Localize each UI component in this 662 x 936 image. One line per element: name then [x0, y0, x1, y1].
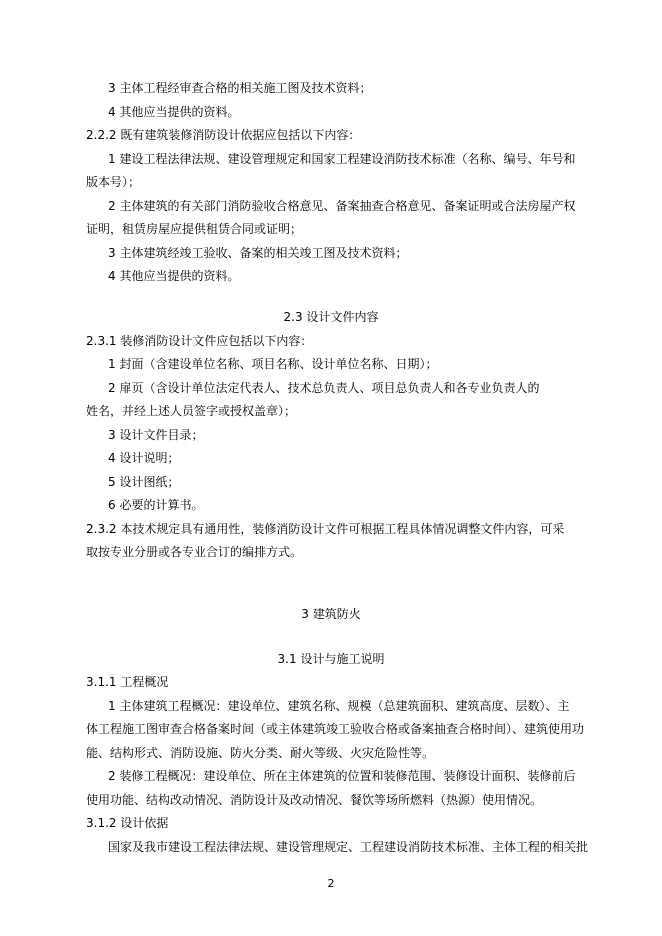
list-item: 1 封面（含建设单位名称、项目名称、设计单位名称、日期）；	[108, 357, 438, 371]
clause-heading: 3.1.2 设计依据	[86, 816, 169, 830]
list-item: 4 其他应当提供的资料。	[108, 105, 240, 119]
list-item-continuation: 能、结构形式、消防设施、防火分类、耐火等级、火灾危险性等。	[86, 746, 435, 760]
list-item: 2 装修工程概况：建设单位、所在主体建筑的位置和装修范围、装修设计面积、装修前后	[108, 769, 576, 783]
clause-heading: 2.3.1 装修消防设计文件应包括以下内容：	[86, 334, 313, 348]
list-item: 3 设计文件目录；	[108, 428, 204, 442]
list-item: 6 必要的计算书。	[108, 498, 204, 512]
list-item: 3 主体工程经审查合格的相关施工图及技术资料；	[108, 81, 372, 95]
list-item: 4 其他应当提供的资料。	[108, 269, 240, 283]
list-item-continuation: 使用功能、结构改动情况、消防设计及改动情况、餐饮等场所燃料（热源）使用情况。	[86, 793, 543, 807]
list-item: 2 主体建筑的有关部门消防验收合格意见、备案抽查合格意见、备案证明或合法房屋产权	[108, 199, 576, 213]
clause-heading: 3.1.1 工程概况	[86, 675, 169, 689]
list-item-continuation: 版本号）；	[86, 175, 141, 189]
list-item: 3 主体建筑经竣工验收、备案的相关竣工图及技术资料；	[108, 246, 408, 260]
clause-text: 2.3.2 本技术规定具有通用性，装修消防设计文件可根据工程具体情况调整文件内容，可采	[86, 522, 565, 536]
chapter-title: 3 建筑防火	[301, 607, 361, 621]
clause-heading: 2.2.2 既有建筑装修消防设计依据应包括以下内容：	[86, 128, 361, 142]
list-item: 4 设计说明；	[108, 451, 180, 465]
paragraph: 国家及我市建设工程法律法规、建设管理规定、工程建设消防技术标准、主体工程的相关批	[108, 840, 589, 854]
list-item-continuation: 体工程施工图审查合格备案时间（或主体建筑竣工验收合格或备案抽查合格时间）、建筑使用功	[86, 722, 585, 736]
list-item-continuation: 姓名，并经上述人员签字或授权盖章）；	[86, 404, 297, 418]
list-item: 1 建设工程法律法规、建设管理规定和国家工程建设消防技术标准（名称、编号、年号和	[108, 152, 576, 166]
page-number: 2	[327, 877, 335, 890]
clause-text-continuation: 取按专业分册或各专业合订的编排方式。	[86, 545, 303, 559]
section-heading: 3.1 设计与施工说明	[277, 652, 385, 666]
list-item-continuation: 证明，租赁房屋应提供租赁合同或证明；	[86, 222, 303, 236]
section-heading: 2.3 设计文件内容	[283, 310, 379, 324]
list-item: 1 主体建筑工程概况：建设单位、建筑名称、规模（总建筑面积、建筑高度、层数）、主	[108, 699, 570, 713]
list-item: 2 扉页（含设计单位法定代表人、技术总负责人、项目总负责人和各专业负责人的	[108, 381, 540, 395]
list-item: 5 设计图纸；	[108, 475, 180, 489]
